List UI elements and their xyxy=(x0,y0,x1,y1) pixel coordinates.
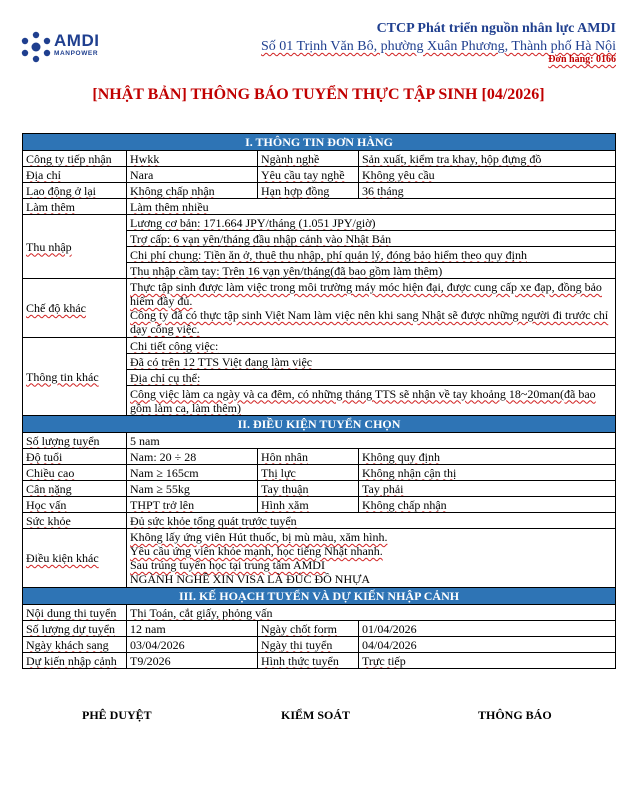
stay-value: Không chấp nhận xyxy=(127,183,258,199)
approve-signature: PHÊ DUYỆT xyxy=(82,708,152,722)
contract-label: Hạn hợp đồng xyxy=(258,183,359,199)
location-value: Nara xyxy=(127,167,258,183)
visit-date-label: Ngày khách sang xyxy=(23,637,127,653)
table-row xyxy=(23,167,616,183)
company-value: Hwkk xyxy=(127,151,258,167)
table-row xyxy=(23,151,616,167)
company-label: Công ty tiếp nhận xyxy=(23,151,127,167)
benefits-line: Công ty đã có thực tập sinh Việt Nam làm việc nên khi sang Nhật sẽ được những người đi trước chỉ dạy công việc. xyxy=(130,308,609,336)
table-row xyxy=(23,481,616,497)
condition-line: Sau trúng tuyển học tại trung tâm AMDI xyxy=(130,558,325,572)
other-conditions-label: Điều kiện khác xyxy=(23,529,127,588)
industry-value: Sản xuất, kiểm tra khay, hộp đựng đồ xyxy=(359,151,616,167)
age-value: Nam: 20 ÷ 28 xyxy=(127,449,258,465)
table-row xyxy=(23,637,616,653)
section-heading-row xyxy=(23,134,616,151)
overtime-value: Làm thêm nhiều xyxy=(127,199,616,215)
other-info-line: Chi tiết công việc: xyxy=(127,338,616,354)
table-row xyxy=(23,449,616,465)
table-row xyxy=(23,497,616,513)
benefits-label: Chế độ khác xyxy=(23,279,127,338)
health-label: Sức khỏe xyxy=(23,513,127,529)
exam-content-label: Nội dung thi tuyển xyxy=(23,605,127,621)
tattoo-label: Hình xăm xyxy=(258,497,359,513)
entry-label: Dự kiến nhập cảnh xyxy=(23,653,127,669)
benefits-line: Thực tập sinh được làm việc trong môi trường máy móc hiện đại, được cung cấp xe đạp, đồng bảo hiểm đầy đủ. xyxy=(130,280,602,308)
overtime-label: Làm thêm xyxy=(23,199,127,215)
income-line: Thu nhập cầm tay: Trên 16 vạn yên/tháng(đã bao gồm làm thêm) xyxy=(127,263,616,279)
skill-label: Yêu cầu tay nghề xyxy=(258,167,359,183)
table-row xyxy=(23,605,616,621)
benefits-value xyxy=(127,279,616,338)
exam-date-label: Ngày thi tuyển xyxy=(258,637,359,653)
hand-value: Tay phải xyxy=(359,481,616,497)
table-row xyxy=(23,513,616,529)
review-signature: KIỂM SOÁT xyxy=(281,708,351,722)
location-label: Địa chỉ xyxy=(23,167,127,183)
skill-value: Không yêu cầu xyxy=(359,167,616,183)
weight-value: Nam ≥ 55kg xyxy=(127,481,258,497)
other-info-label: Thông tin khác xyxy=(23,338,127,416)
table-row xyxy=(23,433,616,449)
other-conditions-value xyxy=(127,529,616,588)
company-logo xyxy=(20,30,130,66)
company-info xyxy=(261,20,616,56)
table-row xyxy=(23,529,616,588)
health-value: Đủ sức khỏe tổng quát trước tuyển xyxy=(127,513,616,529)
industry-label: Ngành nghề xyxy=(258,151,359,167)
section-heading-row xyxy=(23,588,616,605)
vision-label: Thị lực xyxy=(258,465,359,481)
hand-label: Tay thuận xyxy=(258,481,359,497)
condition-line: Yêu cầu ứng viên khỏe mạnh, học tiếng Nhật nhanh. xyxy=(130,544,383,558)
stay-label: Lao động ở lại xyxy=(23,183,127,199)
quantity-value: 5 nam xyxy=(127,433,616,449)
table-row xyxy=(23,621,616,637)
section-2-heading: II. ĐIỀU KIỆN TUYỂN CHỌN xyxy=(23,416,616,433)
education-label: Học vấn xyxy=(23,497,127,513)
exam-date-value: 04/04/2026 xyxy=(359,637,616,653)
condition-line: NGÀNH NGHỀ XIN VISA LÀ ĐÚC ĐỒ NHỰA xyxy=(130,572,371,586)
age-label: Độ tuổi xyxy=(23,449,127,465)
table-row xyxy=(23,199,616,215)
recruitment-table xyxy=(22,133,616,669)
weight-label: Cân nặng xyxy=(23,481,127,497)
close-date-value: 01/04/2026 xyxy=(359,621,616,637)
marital-value: Không quy định xyxy=(359,449,616,465)
order-number: Đơn hàng: 0166 xyxy=(548,54,616,65)
income-label: Thu nhập xyxy=(23,215,127,279)
income-line: Trợ cấp: 6 vạn yên/tháng đầu nhập cảnh vào Nhật Bản xyxy=(127,231,616,247)
other-info-line: Công việc làm ca ngày và ca đêm, có những tháng TTS sẽ nhận về tay khoảng 18~20man(đã bao gồm làm ca, làm thêm) xyxy=(127,386,616,416)
education-value: THPT trở lên xyxy=(127,497,258,513)
section-heading-row xyxy=(23,416,616,433)
income-line: Lương cơ bản: 171.664 JPY/tháng (1.051 JPY/giờ) xyxy=(127,215,616,231)
table-row xyxy=(23,338,616,354)
expected-value: 12 nam xyxy=(127,621,258,637)
logo-subtext: MANPOWER xyxy=(54,50,99,57)
marital-label: Hôn nhân xyxy=(258,449,359,465)
logo-icon xyxy=(20,30,52,64)
table-row xyxy=(23,215,616,231)
notify-signature: THÔNG BÁO xyxy=(478,708,552,722)
close-date-label: Ngày chốt form xyxy=(258,621,359,637)
section-3-heading: III. KẾ HOẠCH TUYỂN VÀ DỰ KIẾN NHẬP CẢNH xyxy=(23,588,616,605)
height-value: Nam ≥ 165cm xyxy=(127,465,258,481)
table-row xyxy=(23,183,616,199)
exam-content-value: Thi Toán, cắt giấy, phỏng vấn xyxy=(127,605,616,621)
tattoo-value: Không chấp nhận xyxy=(359,497,616,513)
vision-value: Không nhận cận thị xyxy=(359,465,616,481)
other-info-line: Địa chỉ cụ thể: xyxy=(127,370,616,386)
logo-text: AMDI xyxy=(54,31,100,50)
contract-value: 36 tháng xyxy=(359,183,616,199)
section-1-heading: I. THÔNG TIN ĐƠN HÀNG xyxy=(23,134,616,151)
visit-date-value: 03/04/2026 xyxy=(127,637,258,653)
table-row xyxy=(23,279,616,338)
company-address: Số 01 Trịnh Văn Bô, phường Xuân Phương, Thành phố Hà Nội xyxy=(261,39,616,54)
form-value: Trực tiếp xyxy=(359,653,616,669)
company-name: CTCP Phát triển nguồn nhân lực AMDI xyxy=(376,21,616,36)
entry-value: T9/2026 xyxy=(127,653,258,669)
other-info-line: Đã có trên 12 TTS Việt đang làm việc xyxy=(127,354,616,370)
income-line: Chi phí chung: Tiền ăn ở, thuê thu nhập, phí quản lý, đóng bảo hiểm theo quy định xyxy=(127,247,616,263)
table-row xyxy=(23,465,616,481)
height-label: Chiều cao xyxy=(23,465,127,481)
quantity-label: Số lượng tuyển xyxy=(23,433,127,449)
form-label: Hình thức tuyển xyxy=(258,653,359,669)
condition-line: Không lấy ứng viên Hút thuốc, bị mù màu, xăm hình. xyxy=(130,530,388,544)
document-title: [NHẬT BẢN] THÔNG BÁO TUYỂN THỰC TẬP SINH [04/2026] xyxy=(92,86,545,103)
table-row xyxy=(23,653,616,669)
expected-label: Số lượng dự tuyển xyxy=(23,621,127,637)
